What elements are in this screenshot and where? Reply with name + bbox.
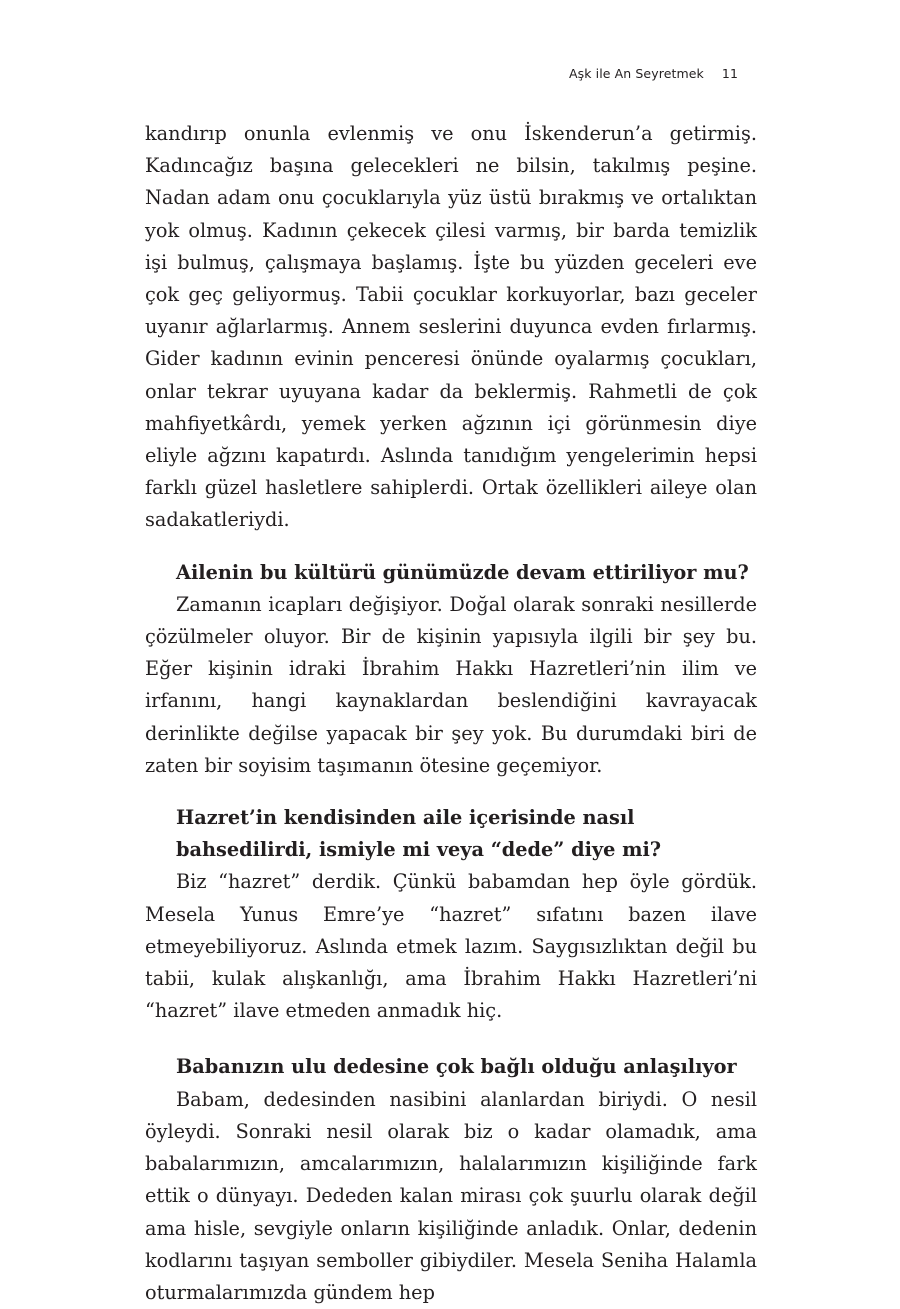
paragraph: Zamanın icapları değişiyor. Doğal olarak sonraki nesillerde çözülmeler oluyor. Bir de kişinin yapısıyla ilgili bir şey bu. Eğer kişinin idraki İbrahim Hakkı Hazretleri’nin ilim ve irfanını, hangi kaynaklardan beslendiğini kavrayacak derinlikte değilse yapacak bir şey yok. Bu durumdaki biri de zaten bir soyisim taşımanın ötesine geçemiyor. <box>145 592 757 777</box>
page-body <box>145 118 757 1309</box>
running-title: Aşk ile An Seyretmek <box>568 66 704 81</box>
running-head <box>0 66 738 81</box>
paragraph: Babam, dedesinden nasibini alanlardan biriydi. O nesil öyleydi. Sonraki nesil olarak biz o kadar olamadık, ama babalarımızın, amcalarımızın, halalarımızın kişiliğinde fark ettik o dünyayı. Dededen kalan mirası çok şuurlu olarak değil ama hisle, sevgiyle onların kişiliğinde anladık. Onlar, dedenin kodlarını taşıyan semboller gibiydiler. Mesela Seniha Halamla oturmalarımızda gündem hep <box>145 1087 757 1304</box>
paragraph: kandırıp onunla evlenmiş ve onu İskenderun’a getirmiş. Kadıncağız başına gelecekleri ne bilsin, takılmış peşine. Nadan adam onu çocuklarıyla yüz üstü bırakmış ve ortalıktan yok olmuş. Kadının çekecek çilesi varmış, bir barda temizlik işi bulmuş, çalışmaya başlamış. İşte bu yüzden geceleri eve çok geç geliyormuş. Tabii çocuklar korkuyorlar, bazı geceler uyanır ağlarlarmış. Annem seslerini duyunca evden fırlarmış. Gider kadının evinin penceresi önünde oyalarmış çocukları, onlar tekrar uyuyana kadar da beklermiş. Rahmetli de çok mahfiyetkârdı, yemek yerken ağzının içi görünmesin diye eliyle ağzını kapatırdı. Aslında tanıdığım yengelerimin hepsi farklı güzel hasletlere sahiplerdi. Ortak özellikleri aileye olan sadakatleriydi. <box>145 122 757 532</box>
paragraph: Biz “hazret” derdik. Çünkü babamdan hep öyle gördük. Mesela Yunus Emre’ye “hazret” sıfatını bazen ilave etmeyebiliyoruz. Aslında etmek lazım. Saygısızlıktan değil bu tabii, kulak alışkanlığı, ama İbrahim Hakkı Hazretleri’ni “hazret” ilave etmeden anmadık hiç. <box>145 870 757 1023</box>
question-heading: Hazret’in kendisinden aile içerisinde nasıl bahsedilirdi, ismiyle mi veya “dede” diye mi? <box>176 806 662 862</box>
question-heading: Ailenin bu kültürü günümüzde devam ettiriliyor mu? <box>176 560 749 584</box>
page-number: 11 <box>721 66 738 81</box>
question-heading: Babanızın ulu dedesine çok bağlı olduğu anlaşılıyor <box>176 1055 737 1079</box>
